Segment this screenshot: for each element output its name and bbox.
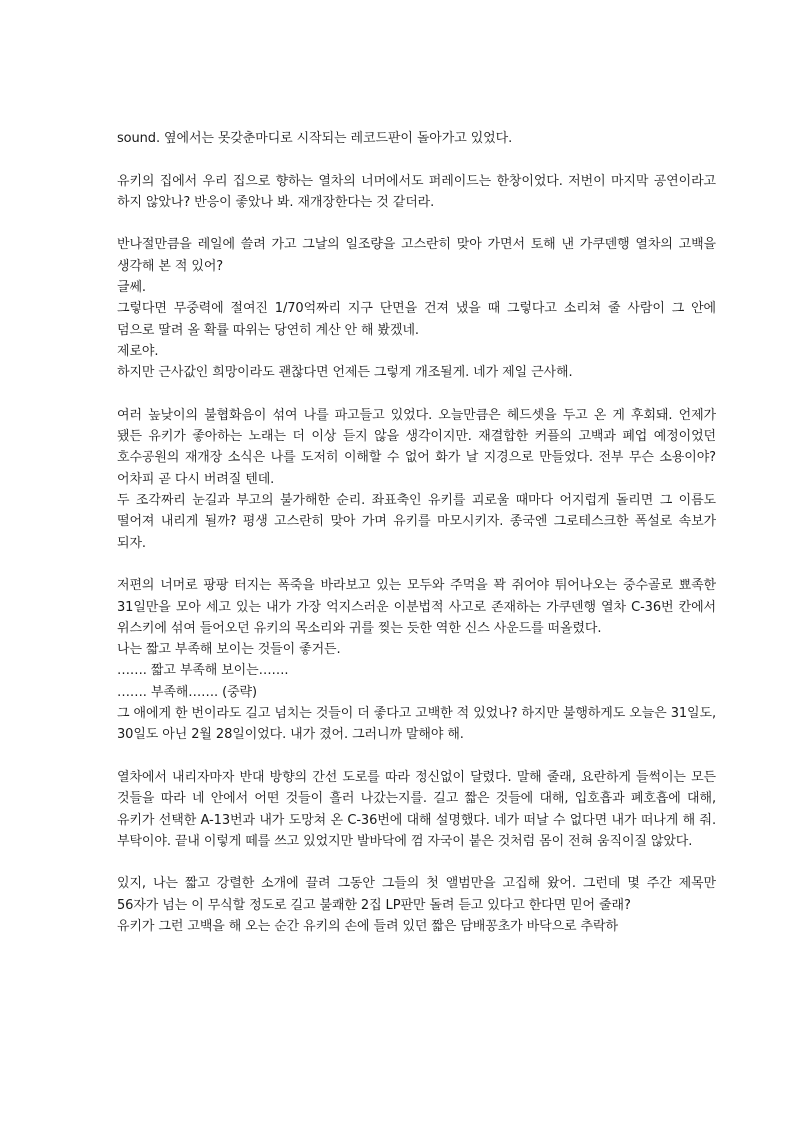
paragraph: 유키의 집에서 우리 집으로 향하는 열차의 너머에서도 퍼레이드는 한창이었다. 저번이 마지막 공연이라고 하지 않았나? 반응이 좋았나 봐. 재개장한다는 것 같더라. [117, 173, 716, 210]
paragraph: sound. 옆에서는 못갖춘마디로 시작되는 레코드판이 돌아가고 있었다. [117, 131, 513, 146]
paragraph-gap [117, 554, 716, 575]
paragraph: ……. 부족해……. (중략) [117, 684, 257, 700]
paragraph: 반나절만큼을 레일에 쓸려 가고 그날의 일조량을 고스란히 맞아 가면서 토해 낸 가쿠덴행 열차의 고백을 생각해 본 적 있어? [117, 237, 716, 274]
paragraph: 유키가 그런 고백을 해 오는 순간 유키의 손에 들려 있던 짧은 담배꽁초가 바닥으로 추락하 [117, 918, 618, 934]
paragraph-gap [117, 746, 716, 767]
paragraph-gap [117, 149, 716, 170]
paragraph: 여러 높낮이의 불협화음이 섞여 나를 파고들고 있었다. 오늘만큼은 헤드셋을 두고 온 게 후회돼. 언제가 됐든 유키가 좋아하는 노래는 더 이상 듣지 않을 생각이지만. 재결합한 커플의 고백과 폐업 예정이었던 호수공원의 재개장 소식은 나를 도저히 이해할 수 없어 화가 날 지경으로 만들었다. 전부 무슨 소용이야? 어차피 곧 다시 버려질 텐데. [117, 407, 716, 487]
paragraph: 하지만 근사값인 희망이라도 괜찮다면 언제든 그렇게 개조될게. 네가 제일 근사해. [117, 365, 573, 381]
paragraph: 글쎄. [117, 280, 146, 296]
paragraph-gap [117, 852, 716, 873]
paragraph-gap [117, 213, 716, 234]
paragraph-gap [117, 384, 716, 405]
paragraph: ……. 짧고 부족해 보이는……. [117, 663, 289, 679]
paragraph: 나는 짧고 부족해 보이는 것들이 좋거든. [117, 642, 341, 658]
paragraph: 열차에서 내리자마자 반대 방향의 간선 도로를 따라 정신없이 달렸다. 말해 줄래, 요란하게 들썩이는 모든 것들을 따라 네 안에서 어떤 것들이 흘러 나갔는지를. 길고 짧은 것들에 대해, 입호흡과 폐호흡에 대해, 유키가 선택한 A-13번과 내가 도망쳐 온 C-36번에 대해 설명했다. 네가 떠날 수 없다면 내가 떠나게 해 줘. 부탁이야. 끝내 이렇게 떼를 쓰고 있었지만 발바닥에 껌 자국이 붙은 것처럼 몸이 전혀 움직이질 않았다. [117, 769, 716, 849]
paragraph: 있지, 나는 짧고 강렬한 소개에 끌려 그동안 그들의 첫 앨범만을 고집해 왔어. 그런데 몇 주간 제목만 56자가 넘는 이 무식할 정도로 길고 불쾌한 2집 LP판만 돌려 듣고 있다고 한다면 믿어 줄래? [117, 876, 716, 913]
document-body [117, 128, 716, 937]
paragraph: 저편의 너머로 팡팡 터지는 폭죽을 바라보고 있는 모두와 주먹을 꽉 쥐어야 튀어나오는 중수골로 뾰족한 31일만을 모아 세고 있는 내가 가장 억지스러운 이분법적 사고로 존재하는 가쿠덴행 열차 C-36번 칸에서 위스키에 섞여 들어오던 유키의 목소리와 귀를 찢는 듯한 역한 신스 사운드를 떠올렸다. [117, 578, 716, 636]
paragraph: 그렇다면 무중력에 절여진 1/70억짜리 지구 단면을 건져 냈을 때 그렇다고 소리쳐 줄 사람이 그 안에 덤으로 딸려 올 확률 따위는 당연히 계산 안 해 봤겠네. [117, 301, 716, 338]
paragraph: 제로야. [117, 343, 159, 359]
paragraph: 그 애에게 한 번이라도 길고 넘치는 것들이 더 좋다고 고백한 적 있었나? 하지만 불행하게도 오늘은 31일도, 30일도 아닌 2월 28일이었다. 내가 졌어. 그러니까 말해야 해. [117, 706, 716, 743]
paragraph: 두 조각짜리 눈길과 부고의 불가해한 순리. 좌표축인 유키를 괴로울 때마다 어지럽게 돌리면 그 이름도 떨어져 내리게 될까? 평생 고스란히 맞아 가며 유키를 마모시키자. 종국엔 그로테스크한 폭설로 속보가 되자. [117, 493, 716, 551]
